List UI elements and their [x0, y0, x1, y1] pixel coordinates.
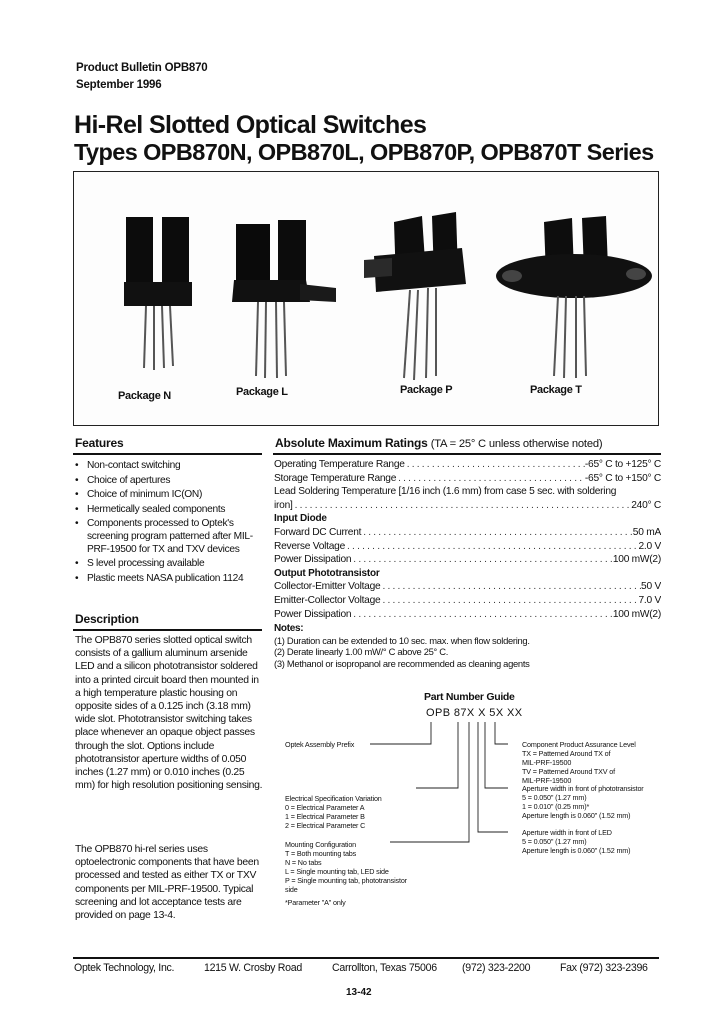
pg-led-aperture-block [522, 828, 630, 855]
pg-label: TV = Patterned Around TXV of [522, 767, 615, 776]
list-item: • Components processed to Optek's screening program patterned after MIL-PRF-19500 for TX and TXV devices [74, 518, 262, 556]
rating-row [274, 458, 661, 472]
pg-label: L = Single mounting tab, LED side [285, 867, 389, 876]
footer-rule [73, 957, 659, 959]
pg-label: 1 = 0.010" (0.25 mm)* [522, 802, 590, 811]
rating-row [274, 594, 661, 608]
ratings-condition: (TA = 25° C unless otherwise noted) [430, 438, 603, 450]
list-item: • Non-contact switching [74, 460, 274, 473]
note-item: (2) Derate linearly 1.00 mW/° C above 25° C. [274, 646, 449, 658]
product-photo-panel [73, 171, 659, 426]
page-title: Hi-Rel Slotted Optical Switches [74, 111, 427, 139]
notes-heading: Notes: [274, 623, 304, 635]
list-item: • Plastic meets NASA publication 1124 [74, 573, 274, 586]
rating-row [274, 499, 661, 513]
package-t-image [496, 216, 652, 378]
pg-mounting-block [285, 840, 407, 894]
list-item: • Choice of minimum IC(ON) [74, 489, 274, 502]
pg-label: P = Single mounting tab, phototransistor [285, 876, 407, 885]
rating-row [274, 580, 661, 594]
package-l-image [232, 220, 336, 378]
rating-value: 100 mW(2) [612, 554, 661, 566]
package-n-label: Package N [118, 390, 171, 402]
list-item: • Hermetically sealed components [74, 504, 274, 517]
rating-label: iron] [274, 499, 293, 511]
rating-row [274, 553, 661, 567]
footer-company: Optek Technology, Inc. [74, 962, 175, 974]
pg-prefix-label: Optek Assembly Prefix [285, 740, 355, 749]
rating-label: Operating Temperature Range [274, 459, 405, 470]
description-paragraph-1: The OPB870 series slotted optical switch consists of a gallium aluminum arsenide LED and a silicon phototransistor soldered into a printed circuit board then mounted in a high temperature plastic housing on opposite sides of a 0.125 inch (3.18 mm) wide slot. Phototransistor switching takes place whenever an opaque object passes through the slot. Options include phototransistor aperture widths of 0.050 inches (1.27 mm) or 0.010 inches (0.25 mm) for high resolution positioning sensing. [75, 635, 263, 792]
pg-label: Component Product Assurance Level [522, 740, 636, 749]
rating-label: Reverse Voltage [274, 540, 346, 552]
rating-value: -65° C to +150° C [584, 472, 661, 484]
pg-label: Mounting Configuration [285, 840, 357, 849]
rating-row [274, 608, 661, 622]
pg-electrical-block [285, 794, 382, 830]
package-p-label: Package P [400, 384, 453, 396]
pg-footnote: *Parameter "A" only [285, 898, 346, 907]
features-rule [73, 453, 262, 455]
footer-city: Carrollton, Texas 75006 [332, 962, 437, 974]
rating-label: Storage Temperature Range [274, 472, 397, 484]
list-item: • S level processing available [74, 558, 274, 571]
pg-label: Electrical Specification Variation [285, 794, 382, 803]
package-n-image [124, 217, 192, 370]
pg-label: Aperture width in front of phototransistor [522, 784, 644, 793]
pg-label: side [285, 885, 298, 894]
rating-label: Collector-Emitter Voltage [274, 581, 381, 593]
rating-value: 100 mW(2) [612, 608, 661, 620]
description-paragraph-2: The OPB870 hi-rel series uses optoelectronic components that have been processed and tested as either TX or TXV components per MIL-PRF-19500. Typical screening and lot acceptance tests are provided on page 13-4. [75, 844, 259, 922]
package-t-label: Package T [530, 384, 582, 396]
rating-row [274, 540, 661, 554]
pg-label: MIL-PRF-19500 [522, 758, 572, 767]
package-l-label: Package L [236, 386, 288, 398]
pg-label: 0 = Electrical Parameter A [285, 803, 365, 812]
rating-label: Power Dissipation [274, 608, 352, 620]
pg-label: 1 = Electrical Parameter B [285, 812, 365, 821]
pg-label: Aperture width in front of LED [522, 828, 612, 837]
part-number-guide-title: Part Number Guide [424, 691, 515, 703]
product-bulletin [76, 60, 208, 94]
rating-row [274, 472, 661, 486]
pg-label: N = No tabs [285, 858, 322, 867]
pg-label: TX = Patterned Around TX of [522, 749, 611, 758]
part-number-code: OPB 87X X 5X XX [426, 707, 523, 719]
pg-assurance-block [522, 740, 636, 785]
rating-label: Power Dissipation [274, 554, 352, 566]
pg-label: MIL-PRF-19500 [522, 776, 572, 785]
pg-label: T = Both mounting tabs [285, 849, 357, 858]
pg-photo-aperture-block [522, 784, 644, 820]
rating-value: 7.0 V [638, 594, 661, 606]
ratings-notes [274, 623, 661, 669]
footer-address: 1215 W. Crosby Road [204, 962, 302, 974]
ratings-title: Absolute Maximum Ratings [275, 436, 428, 450]
footer-fax: Fax (972) 323-2396 [560, 962, 648, 974]
rating-value: -65° C to +125° C [584, 459, 661, 470]
solder-rating-line: Lead Soldering Temperature [1/16 inch (1.6 mm) from case 5 sec. with soldering [274, 486, 617, 498]
rating-value: 240° C [631, 499, 661, 511]
features-heading: Features [75, 436, 124, 450]
input-diode-heading: Input Diode [274, 513, 327, 525]
rating-value: 50 V [641, 581, 661, 593]
output-phototransistor-heading: Output Phototransistor [274, 567, 380, 579]
rating-label: Forward DC Current [274, 526, 362, 538]
pg-label: 5 = 0.050" (1.27 mm) [522, 837, 587, 846]
pg-label: Aperture length is 0.060" (1.52 mm) [522, 846, 631, 855]
note-item: (1) Duration can be extended to 10 sec. max. when flow soldering. [274, 634, 530, 646]
ratings-heading [275, 436, 602, 450]
list-item: • Choice of apertures [74, 475, 274, 488]
features-list [74, 460, 274, 587]
bulletin-number: Product Bulletin OPB870 [76, 62, 208, 74]
page-subtitle: Types OPB870N, OPB870L, OPB870P, OPB870T Series [74, 139, 654, 165]
description-heading: Description [75, 612, 139, 626]
rating-value: 50 mA [632, 526, 661, 538]
footer-phone: (972) 323-2200 [462, 962, 531, 974]
rating-value: 2.0 V [638, 540, 661, 552]
package-p-image [364, 212, 466, 380]
pg-label: 5 = 0.050" (1.27 mm) [522, 793, 587, 802]
rating-row [274, 526, 661, 540]
pg-label: 2 = Electrical Parameter C [285, 821, 366, 830]
pg-label: Aperture length is 0.060" (1.52 mm) [522, 811, 631, 820]
page-number: 13-42 [346, 987, 372, 998]
rating-label: Emitter-Collector Voltage [274, 594, 381, 606]
description-rule [73, 629, 262, 631]
bulletin-date: September 1996 [76, 79, 162, 91]
note-item: (3) Methanol or isopropanol are recommended as cleaning agents [274, 657, 530, 669]
ratings-table [274, 458, 661, 670]
ratings-rule [273, 453, 661, 455]
